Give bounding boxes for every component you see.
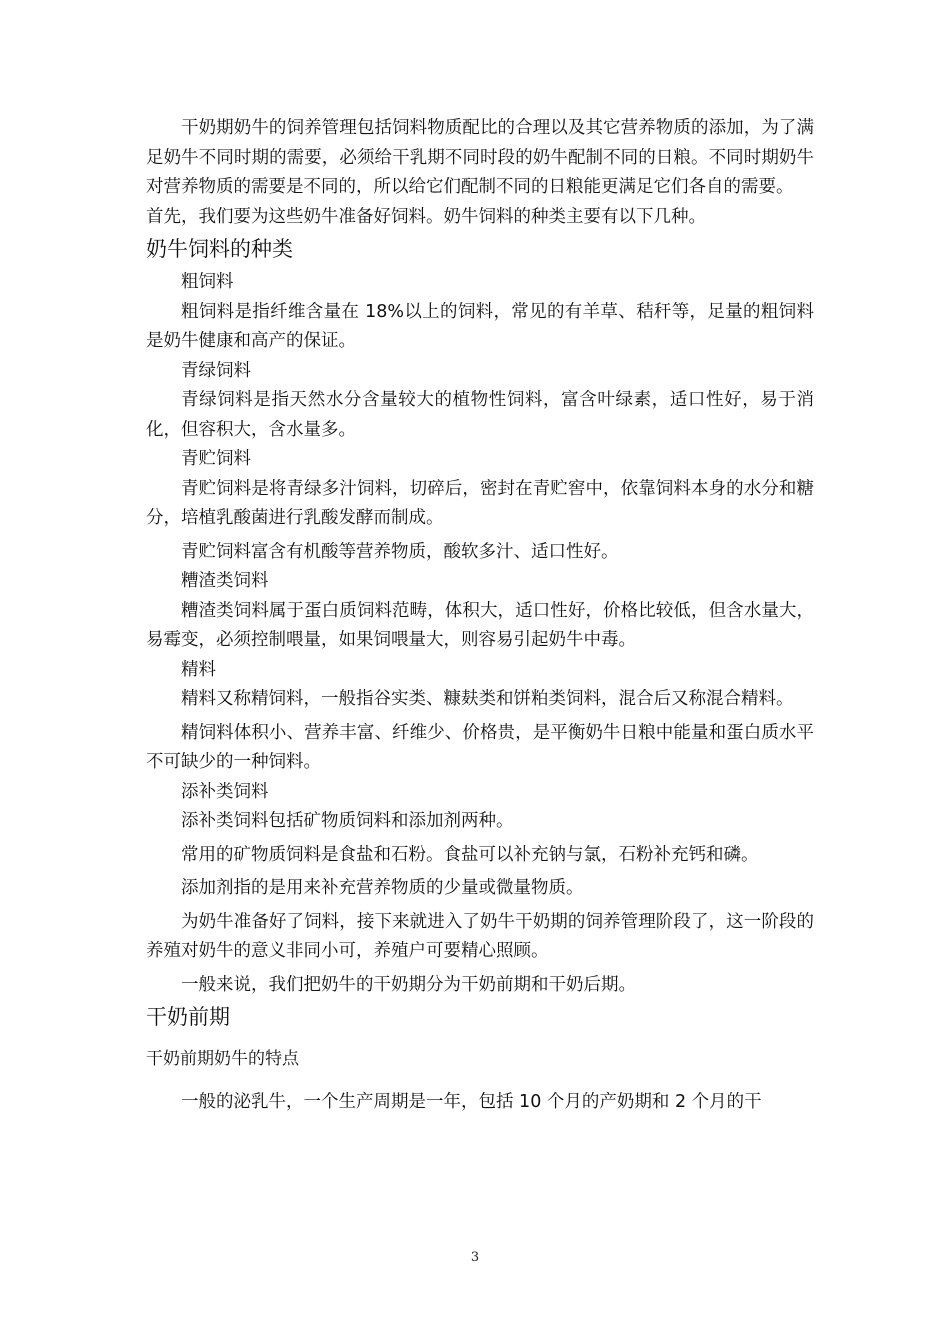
body-paragraph: 首先，我们要为这些奶牛准备好饲料。奶牛饲料的种类主要有以下几种。 <box>146 206 706 227</box>
body-paragraph: 一般的泌乳牛，一个生产周期是一年，包括 10 个月的产奶期和 2 个月的干 <box>181 1092 762 1112</box>
body-paragraph: 干奶期奶牛的饲养管理包括饲料物质配比的合理以及其它营养物质的添加，为了满足奶牛不同时期的需要，必须给干乳期不同时段的奶牛配制不同的日粮。不同时期奶牛对营养物质的需要是不同的，所以给它们配制不同的日粮能更满足它们各自的需要。 <box>146 118 814 197</box>
subsection-heading: 干奶前期奶牛的特点 <box>146 1049 299 1069</box>
body-paragraph: 添补类饲料包括矿物质饲料和添加剂两种。 <box>181 811 514 831</box>
body-paragraph: 粗饲料是指纤维含量在 18%以上的饲料，常见的有羊草、秸秆等，足量的粗饲料是奶牛健康和高产的保证。 <box>146 301 814 351</box>
page-number: 3 <box>470 1250 480 1265</box>
body-paragraph: 一般来说，我们把奶牛的干奶期分为干奶前期和干奶后期。 <box>181 974 636 995</box>
body-paragraph: 精饲料体积小、营养丰富、纤维少、价格贵，是平衡奶牛日粮中能量和蛋白质水平不可缺少的一种饲料。 <box>146 722 814 772</box>
feed-type-label: 精料 <box>181 659 216 680</box>
feed-type-label: 青绿饲料 <box>181 360 251 381</box>
body-paragraph: 精料又称精饲料，一般指谷实类、糠麸类和饼粕类饲料，混合后又称混合精料。 <box>181 689 794 709</box>
section-heading: 干奶前期 <box>146 1005 230 1029</box>
feed-type-label: 青贮饲料 <box>181 449 251 469</box>
feed-type-label: 粗饲料 <box>181 272 234 292</box>
section-heading: 奶牛饲料的种类 <box>146 237 293 261</box>
body-paragraph: 常用的矿物质饲料是食盐和石粉。食盐可以补充钠与氯，石粉补充钙和磷。 <box>181 844 759 865</box>
document-body <box>146 114 814 1118</box>
feed-type-label: 添补类饲料 <box>181 781 269 802</box>
body-paragraph: 青绿饲料是指天然水分含量较大的植物性饲料，富含叶绿素，适口性好，易于消化，但容积大，含水量多。 <box>146 390 814 440</box>
body-paragraph: 青贮饲料是将青绿多汁饲料，切碎后，密封在青贮窖中，依靠饲料本身的水分和糖分，培植乳酸菌进行乳酸发酵而制成。 <box>146 478 814 528</box>
body-paragraph: 青贮饲料富含有机酸等营养物质，酸软多汁、适口性好。 <box>181 541 619 562</box>
body-paragraph: 为奶牛准备好了饲料，接下来就进入了奶牛干奶期的饲养管理阶段了，这一阶段的养殖对奶牛的意义非同小可，养殖户可要精心照顾。 <box>146 911 814 961</box>
feed-type-label: 糟渣类饲料 <box>181 571 269 591</box>
body-paragraph: 添加剂指的是用来补充营养物质的少量或微量物质。 <box>181 878 584 898</box>
body-paragraph: 糟渣类饲料属于蛋白质饲料范畴，体积大，适口性好，价格比较低，但含水量大，易霉变，必须控制喂量，如果饲喂量大，则容易引起奶牛中毒。 <box>146 600 814 650</box>
